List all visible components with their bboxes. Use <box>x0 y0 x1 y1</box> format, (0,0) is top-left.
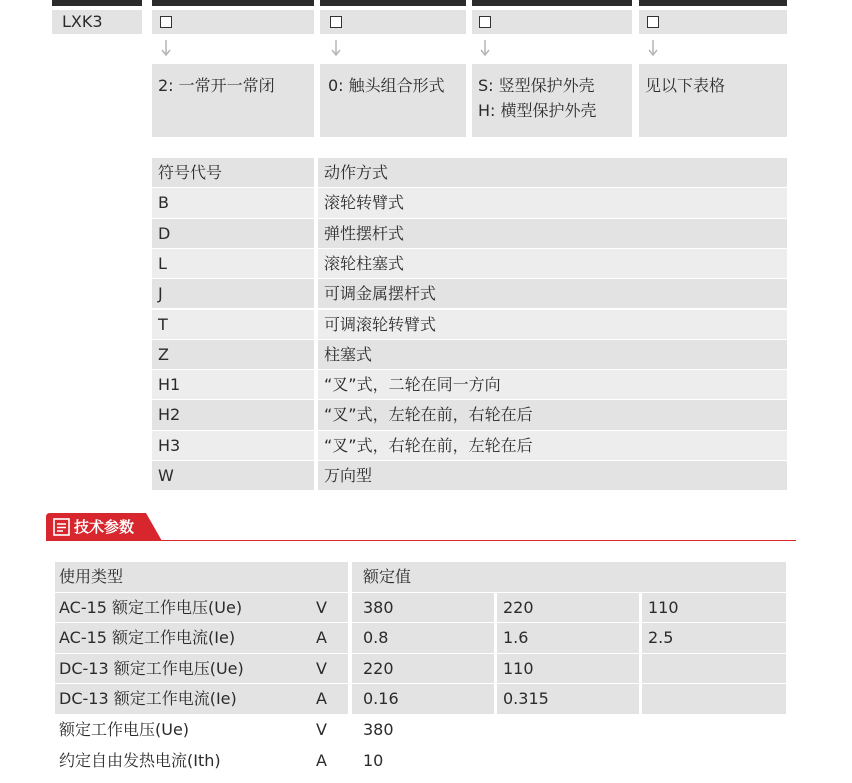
option-text-1: 2: 一常开一常闭 <box>158 76 275 95</box>
row-mode: “叉”式，右轮在前，左轮在后 <box>324 435 533 455</box>
param-value-2: 0.315 <box>503 689 549 709</box>
param-value-1: 380 <box>363 720 394 739</box>
row-code: J <box>158 284 163 304</box>
row-code: T <box>158 314 168 334</box>
param-label: 额定工作电压(Ue) <box>59 720 190 739</box>
header-mode: 动作方式 <box>324 163 389 182</box>
row-code: D <box>158 223 171 243</box>
row-code: W <box>158 466 174 485</box>
option-cell-4 <box>639 64 787 137</box>
checkbox-icon-1 <box>160 16 172 28</box>
row-code: H3 <box>158 435 181 455</box>
param-label: 约定自由发热电流(Ith) <box>59 750 221 770</box>
table-row <box>152 461 314 490</box>
down-arrow-icon-4 <box>646 40 660 60</box>
header-type: 使用类型 <box>59 567 124 586</box>
param-value-3: 110 <box>648 597 679 617</box>
row-mode: “叉”式，左轮在前，右轮在后 <box>324 405 533 425</box>
table-row <box>152 279 314 308</box>
table-row <box>152 219 314 248</box>
param-unit: V <box>316 658 327 678</box>
document-icon <box>53 518 70 536</box>
param-label: DC-13 额定工作电压(Ue) <box>59 658 244 678</box>
row-code: H2 <box>158 405 181 425</box>
table-row <box>318 461 787 490</box>
section-title: 技术参数 <box>74 518 135 536</box>
checkbox-icon-4 <box>647 16 659 28</box>
code-box-cell-4 <box>639 10 787 34</box>
header-strip-2 <box>152 0 314 6</box>
param-value-1: 10 <box>363 750 384 770</box>
table-row <box>352 562 786 592</box>
param-value-1: 220 <box>363 658 394 678</box>
header-strip-3 <box>320 0 466 6</box>
code-box-cell-1 <box>152 10 314 34</box>
model-code: LXK3 <box>62 12 103 31</box>
param-unit: V <box>316 597 327 617</box>
param-unit: A <box>316 689 327 709</box>
down-arrow-icon-1 <box>159 40 173 60</box>
down-arrow-icon-2 <box>329 40 343 60</box>
table-row <box>642 684 786 714</box>
header-rated: 额定值 <box>363 567 412 586</box>
row-mode: 柱塞式 <box>324 344 373 364</box>
table-row <box>642 654 786 684</box>
row-code: Z <box>158 344 169 364</box>
row-mode: 可调金属摆杆式 <box>324 284 437 304</box>
param-label: AC-15 额定工作电压(Ue) <box>59 597 243 617</box>
option-text-3b: H: 横型保护外壳 <box>478 101 597 120</box>
table-row <box>152 249 314 278</box>
row-mode: 可调滚轮转臂式 <box>324 314 437 334</box>
param-label: AC-15 额定工作电流(Ie) <box>59 628 236 648</box>
param-value-2: 110 <box>503 658 534 678</box>
param-value-2: 1.6 <box>503 628 529 648</box>
table-row <box>152 340 314 369</box>
param-unit: A <box>316 628 327 648</box>
row-mode: 弹性摆杆式 <box>324 223 405 243</box>
option-cell-2 <box>320 64 466 137</box>
param-unit: V <box>316 720 327 739</box>
param-value-1: 380 <box>363 597 394 617</box>
checkbox-icon-2 <box>330 16 342 28</box>
option-text-4: 见以下表格 <box>645 76 726 95</box>
option-text-3a: S: 竖型保护外壳 <box>478 76 595 95</box>
option-cell-1 <box>152 64 314 137</box>
row-mode: 滚轮转臂式 <box>324 193 405 213</box>
row-mode: 万向型 <box>324 466 373 485</box>
row-mode: 滚轮柱塞式 <box>324 253 405 273</box>
table-row <box>152 188 314 217</box>
row-code: H1 <box>158 375 181 395</box>
row-mode: “叉”式，二轮在同一方向 <box>324 375 501 395</box>
param-unit: A <box>316 750 327 770</box>
option-text-2: 0: 触头组合形式 <box>328 76 445 95</box>
param-value-1: 0.16 <box>363 689 399 709</box>
header-strip-4 <box>472 0 632 6</box>
header-strip-1 <box>52 0 142 6</box>
checkbox-icon-3 <box>479 16 491 28</box>
param-value-2: 220 <box>503 597 534 617</box>
table-row <box>152 310 314 339</box>
table-row <box>318 340 787 369</box>
header-code: 符号代号 <box>158 163 223 182</box>
row-code: B <box>158 193 169 213</box>
param-label: DC-13 额定工作电流(Ie) <box>59 689 237 709</box>
param-value-3: 2.5 <box>648 628 674 648</box>
param-value-1: 0.8 <box>363 628 389 648</box>
row-code: L <box>158 253 167 273</box>
table-row <box>318 158 787 187</box>
code-box-cell-3 <box>472 10 632 34</box>
header-strip-5 <box>639 0 787 6</box>
down-arrow-icon-3 <box>478 40 492 60</box>
